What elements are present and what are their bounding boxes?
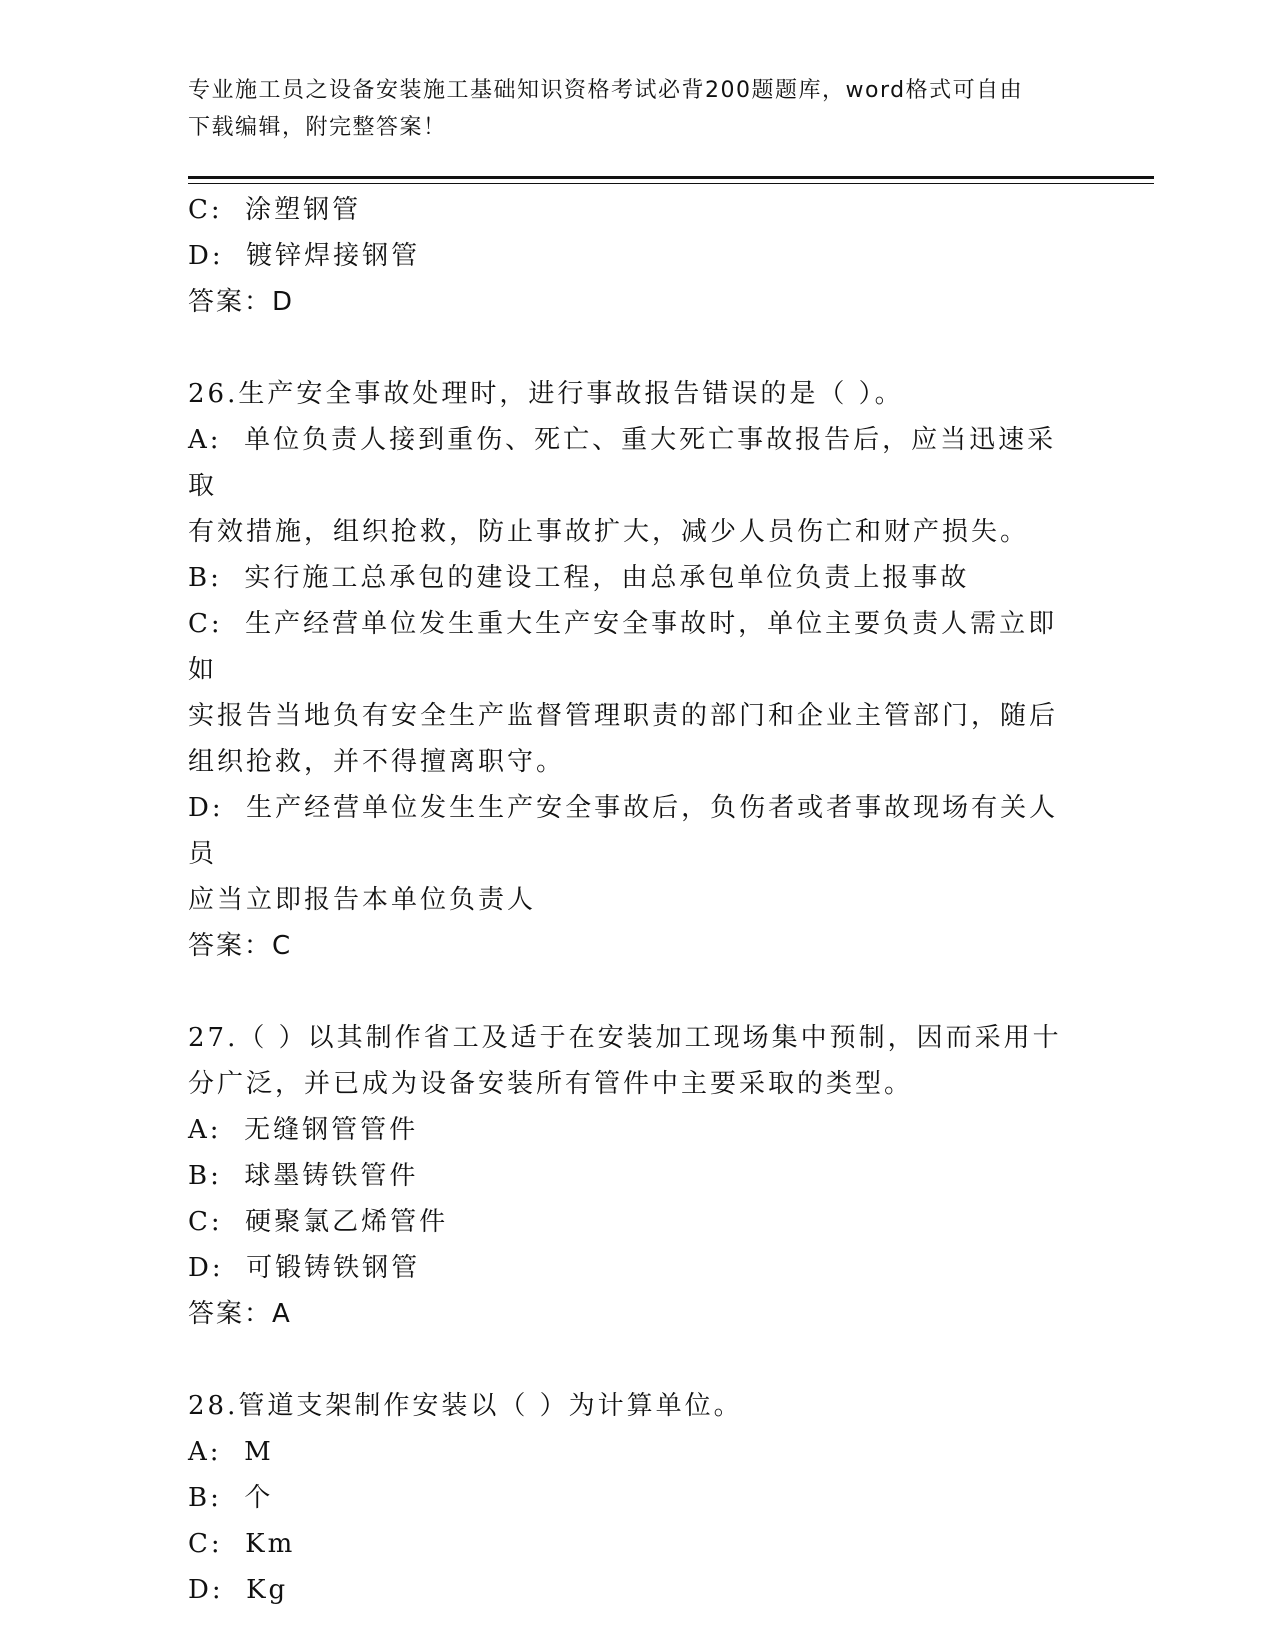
option-b: B: 球墨铸铁管件 bbox=[188, 1161, 419, 1191]
question-27 bbox=[188, 1015, 1068, 1337]
option-c: C: 生产经营单位发生重大生产安全事故时，单位主要负责人需立即如 bbox=[188, 609, 1058, 685]
option-c: C: 硬聚氯乙烯管件 bbox=[188, 1207, 449, 1237]
header-line-1: 专业施工员之设备安装施工基础知识资格考试必背200题题库，word格式可自由 bbox=[188, 78, 1024, 103]
document-header bbox=[188, 72, 1068, 146]
question-stem: 26.生产安全事故处理时，进行事故报告错误的是（ ）。 bbox=[188, 379, 904, 409]
header-line-2: 下载编辑，附完整答案！ bbox=[188, 115, 447, 140]
answer-line: 答案：D bbox=[188, 287, 295, 317]
header-divider-thick bbox=[188, 176, 1154, 179]
question-list bbox=[188, 187, 1068, 1613]
option-b: B: 实行施工总承包的建设工程，由总承包单位负责上报事故 bbox=[188, 563, 970, 593]
option-d: D: 可锻铸铁钢管 bbox=[188, 1253, 421, 1283]
option-d: D: Kg bbox=[188, 1575, 289, 1605]
question-28 bbox=[188, 1383, 1068, 1613]
option-d-continued: 应当立即报告本单位负责人 bbox=[188, 885, 537, 915]
spacer bbox=[188, 1337, 1068, 1383]
option-d: D: 生产经营单位发生生产安全事故后，负伤者或者事故现场有关人员 bbox=[188, 793, 1059, 869]
option-a: A: 单位负责人接到重伤、死亡、重大死亡事故报告后，应当迅速采取 bbox=[188, 425, 1057, 501]
spacer bbox=[188, 969, 1068, 1015]
option-a: A: M bbox=[188, 1437, 274, 1467]
option-a-continued: 有效措施，组织抢救，防止事故扩大，减少人员伤亡和财产损失。 bbox=[188, 517, 1030, 547]
question-26 bbox=[188, 371, 1068, 969]
option-c: C: 涂塑钢管 bbox=[188, 195, 362, 225]
question-stem: 27.（ ）以其制作省工及适于在安装加工现场集中预制，因而采用十 bbox=[188, 1023, 1062, 1053]
question-25-tail bbox=[188, 187, 1068, 325]
option-a: A: 无缝钢管管件 bbox=[188, 1115, 419, 1145]
spacer bbox=[188, 325, 1068, 371]
option-b: B: 个 bbox=[188, 1483, 274, 1513]
answer-line: 答案：C bbox=[188, 931, 293, 961]
option-c-continued: 组织抢救，并不得擅离职守。 bbox=[188, 747, 566, 777]
question-stem-continued: 分广泛，并已成为设备安装所有管件中主要采取的类型。 bbox=[188, 1069, 914, 1099]
header-divider-thin bbox=[188, 183, 1154, 184]
option-c: C: Km bbox=[188, 1529, 296, 1559]
option-d: D: 镀锌焊接钢管 bbox=[188, 241, 421, 271]
question-stem: 28.管道支架制作安装以（ ）为计算单位。 bbox=[188, 1391, 743, 1421]
option-c-continued: 实报告当地负有安全生产监督管理职责的部门和企业主管部门，随后 bbox=[188, 701, 1059, 731]
answer-line: 答案：A bbox=[188, 1299, 292, 1329]
